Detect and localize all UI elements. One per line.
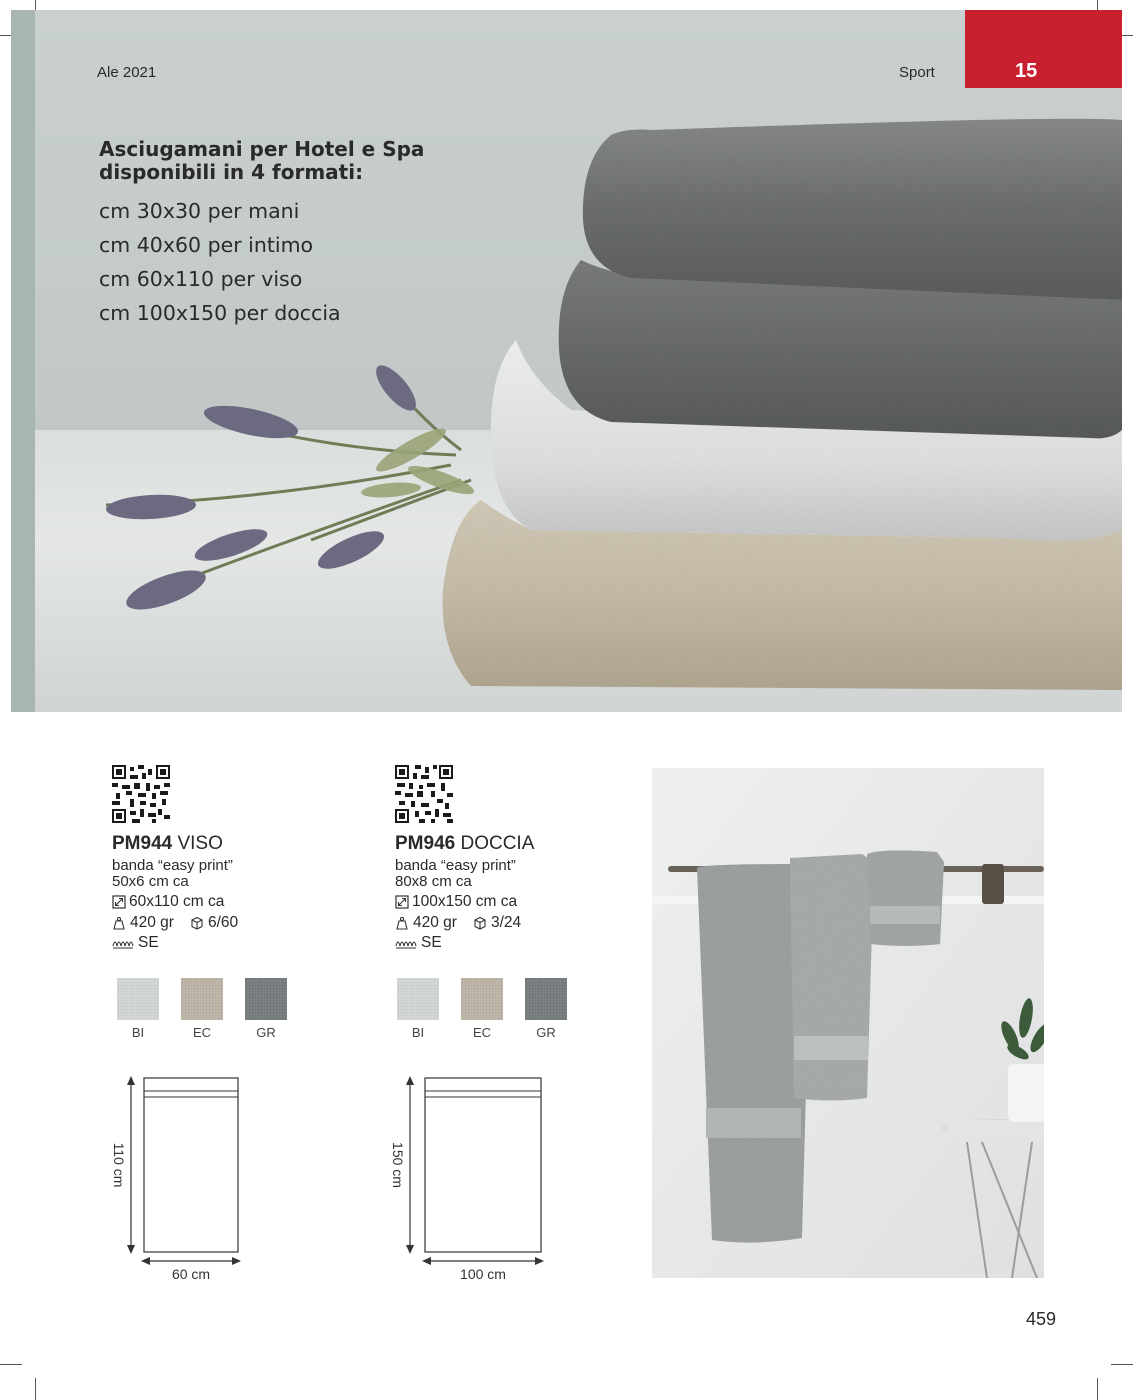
product-card [395, 765, 645, 1040]
page-tab-number: 15 [1015, 60, 1038, 82]
weight-icon [395, 916, 409, 930]
weight-pack-spec [112, 913, 362, 934]
size-spec [395, 892, 645, 913]
crop-mark [1097, 1378, 1098, 1400]
product-card [112, 765, 362, 1040]
size-value: 60x110 cm ca [129, 893, 225, 910]
swatch[interactable] [397, 978, 439, 1040]
swatch-label: GR [536, 1024, 556, 1040]
section-label: Sport [899, 64, 935, 81]
size-spec [112, 892, 362, 913]
swatch-color [525, 978, 567, 1020]
color-swatches [397, 978, 645, 1040]
resize-square-icon [395, 895, 409, 909]
weight-pack-spec [395, 913, 645, 934]
swatch-color [117, 978, 159, 1020]
left-strip [11, 10, 35, 712]
hero-headline: Asciugamani per Hotel e Spa disponibili in 4 formati: [99, 137, 425, 184]
height-label: 150 cm [390, 1142, 406, 1188]
swatch-label: BI [411, 1024, 425, 1040]
weight-value: 420 gr [130, 913, 174, 931]
format-item: cm 60x110 per viso [99, 267, 303, 291]
width-label: 60 cm [171, 1266, 211, 1282]
towel-size-diagram [389, 1072, 554, 1287]
marking-value: SE [421, 934, 442, 951]
towel-size-diagram [108, 1072, 258, 1287]
product-code: PM944 [112, 833, 173, 854]
band-line: banda “easy print” [112, 857, 233, 874]
crop-mark [35, 1378, 36, 1400]
crop-mark [1111, 1364, 1133, 1365]
swatch-color [461, 978, 503, 1020]
product-name: DOCCIA [460, 833, 535, 854]
format-item: cm 100x150 per doccia [99, 301, 341, 325]
qr-code-icon[interactable] [395, 765, 453, 823]
qr-code-icon[interactable] [112, 765, 170, 823]
swatch-label: EC [192, 1024, 212, 1040]
product-code: PM946 [395, 833, 456, 854]
embroidery-icon [395, 937, 417, 949]
swatch[interactable] [245, 978, 287, 1040]
marking-value: SE [138, 934, 159, 951]
pack-value: 3/24 [490, 913, 522, 931]
embroidery-icon [112, 937, 134, 949]
hanging-towels-illustration [652, 768, 1044, 1278]
swatch[interactable] [461, 978, 503, 1040]
color-swatches [117, 978, 362, 1040]
band-size: 80x8 cm ca [395, 873, 472, 890]
size-value: 100x150 cm ca [412, 893, 518, 910]
width-label: 100 cm [460, 1266, 506, 1282]
catalog-label: Ale 2021 [97, 64, 157, 81]
weight-icon [112, 916, 126, 930]
product-title [395, 833, 645, 855]
weight-value: 420 gr [413, 913, 457, 931]
marking-spec [112, 933, 362, 954]
hero-photo [11, 10, 1122, 712]
swatch[interactable] [181, 978, 223, 1040]
towel-stack-illustration [11, 10, 1122, 712]
band-size: 50x6 cm ca [112, 873, 189, 890]
resize-square-icon [112, 895, 126, 909]
format-item: cm 30x30 per mani [99, 199, 300, 223]
swatch[interactable] [117, 978, 159, 1040]
swatch-label: BI [131, 1024, 145, 1040]
swatch-color [397, 978, 439, 1020]
box-icon [190, 916, 204, 930]
swatch-label: GR [256, 1024, 276, 1040]
page-tab [965, 10, 1122, 88]
pack-value: 6/60 [207, 913, 239, 931]
page-number: 459 [1026, 1309, 1057, 1329]
band-line: banda “easy print” [395, 857, 516, 874]
swatch-label: EC [472, 1024, 492, 1040]
swatch-color [245, 978, 287, 1020]
towel-rail-photo [652, 768, 1044, 1278]
format-item: cm 40x60 per intimo [99, 233, 314, 257]
box-icon [473, 916, 487, 930]
crop-mark [0, 1364, 22, 1365]
format-list [99, 194, 341, 330]
height-label: 110 cm [111, 1142, 127, 1188]
marking-spec [395, 933, 645, 954]
product-title [112, 833, 362, 855]
swatch[interactable] [525, 978, 567, 1040]
swatch-color [181, 978, 223, 1020]
product-name: VISO [177, 833, 223, 854]
